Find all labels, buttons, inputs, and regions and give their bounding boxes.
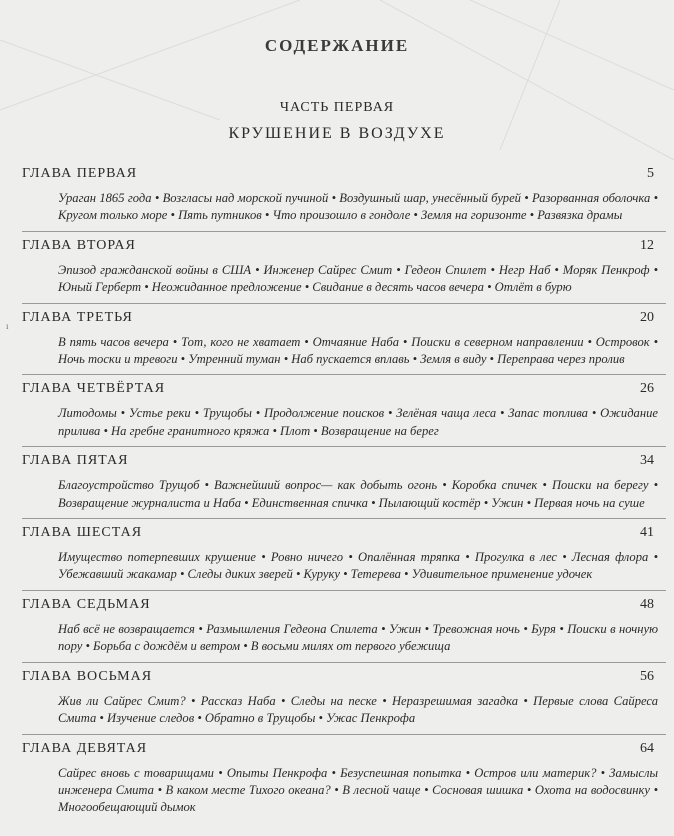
- table-of-contents: [22, 166, 666, 821]
- chapter-entry[interactable]: [22, 238, 666, 301]
- margin-mark: ı: [6, 321, 9, 331]
- chapter-page-number: 34: [640, 453, 654, 469]
- chapter-entry[interactable]: [22, 310, 666, 373]
- chapter-entry[interactable]: [22, 669, 666, 732]
- chapter-entry[interactable]: [22, 453, 666, 516]
- chapter-title: ГЛАВА ЧЕТВЁРТАЯ: [22, 381, 166, 397]
- divider: [22, 231, 666, 232]
- chapter-summary: Имущество потерпевших крушение • Ровно ничего • Опалённая тряпка • Прогулка в лес • Лесная флора • Убежавший жакамар • Следы диких зверей • Куруку • Тетерева • Удивительное применение удочек: [58, 550, 658, 582]
- chapter-summary: Литодомы • Устье реки • Трущобы • Продолжение поисков • Зелёная чаща леса • Запас топлива • Ожидание прилива • На гребне гранитного кряжа • Плот • Возвращение на берег: [58, 406, 658, 438]
- chapter-summary: Сайрес вновь с товарищами • Опыты Пенкрофа • Безуспешная попытка • Остров или материк? • Замыслы инженера Смита • В каком месте Тихого океана? • В лесной чаще • Сосновая шишка • Охота на водосвинку • Многообещающий дымок: [58, 765, 658, 815]
- chapter-page-number: 56: [640, 668, 654, 684]
- divider: [22, 518, 666, 519]
- chapter-title: ГЛАВА ВОСЬМАЯ: [22, 668, 153, 684]
- divider: [22, 734, 666, 735]
- chapter-summary: Благоустройство Трущоб • Важнейший вопрос— как добыть огонь • Коробка спичек • Поиски на берегу • Возвращение журналиста и Наба • Единственная спичка • Пылающий костёр • Ужин • Первая ночь на суше: [58, 478, 658, 510]
- chapter-page-number: 5: [647, 166, 654, 181]
- chapter-title: ГЛАВА ТРЕТЬЯ: [22, 309, 133, 325]
- part-label: ЧАСТЬ ПЕРВАЯ: [279, 100, 395, 115]
- chapter-entry[interactable]: [22, 166, 666, 229]
- chapter-summary: Жив ли Сайрес Смит? • Рассказ Наба • Следы на песке • Неразрешимая загадка • Первые слова Сайреса Смита • Изучение следов • Обратно в Трущобы • Ужас Пенкрофа: [58, 693, 658, 726]
- chapter-title: ГЛАВА СЕДЬМАЯ: [22, 596, 151, 612]
- divider: [22, 446, 666, 447]
- divider: [22, 662, 666, 663]
- page-title: СОДЕРЖАНИЕ: [264, 36, 410, 55]
- divider: [22, 303, 666, 304]
- divider: [22, 374, 666, 375]
- chapter-entry[interactable]: [22, 525, 666, 588]
- chapter-title: ГЛАВА ДЕВЯТАЯ: [22, 740, 148, 756]
- chapter-page-number: 48: [640, 596, 654, 612]
- chapter-entry[interactable]: [22, 381, 666, 444]
- chapter-summary: Ураган 1865 года • Возгласы над морской пучиной • Воздушный шар, унесённый бурей • Разорванная оболочка • Кругом только море • Пять путников • Что произошло в гондоле • Земля на горизонте • Развязка драмы: [58, 191, 658, 223]
- chapter-page-number: 64: [640, 740, 654, 756]
- chapter-page-number: 20: [640, 309, 654, 325]
- divider: [22, 590, 666, 591]
- chapter-page-number: 12: [640, 237, 654, 253]
- chapter-title: ГЛАВА ВТОРАЯ: [22, 237, 136, 253]
- chapter-title: ГЛАВА ПЕРВАЯ: [22, 166, 138, 181]
- chapter-entry[interactable]: [22, 741, 666, 821]
- chapter-title: ГЛАВА ПЯТАЯ: [22, 453, 129, 469]
- chapter-summary: Наб всё не возвращается • Размышления Гедеона Спилета • Ужин • Тревожная ночь • Буря • Поиски в ночную пору • Борьба с дождём и ветром • В восьми милях от первого убежища: [58, 621, 658, 654]
- chapter-page-number: 41: [640, 525, 654, 541]
- part-name: КРУШЕНИЕ В ВОЗДУХЕ: [228, 125, 446, 142]
- chapter-summary: В пять часов вечера • Тот, кого не хватает • Отчаяние Наба • Поиски в северном направлении • Островок • Ночь тоски и тревоги • Утренний туман • Наб пускается вплавь • Земля в виду • Переправа через пролив: [58, 334, 658, 367]
- chapter-entry[interactable]: [22, 597, 666, 660]
- chapter-page-number: 26: [640, 381, 654, 397]
- chapter-summary: Эпизод гражданской войны в США • Инженер Сайрес Смит • Гедеон Спилет • Негр Наб • Моряк Пенкроф • Юный Герберт • Неожиданное предложение • Свидание в десять часов вечера • Отлёт в бурю: [58, 262, 658, 295]
- chapter-title: ГЛАВА ШЕСТАЯ: [22, 525, 143, 541]
